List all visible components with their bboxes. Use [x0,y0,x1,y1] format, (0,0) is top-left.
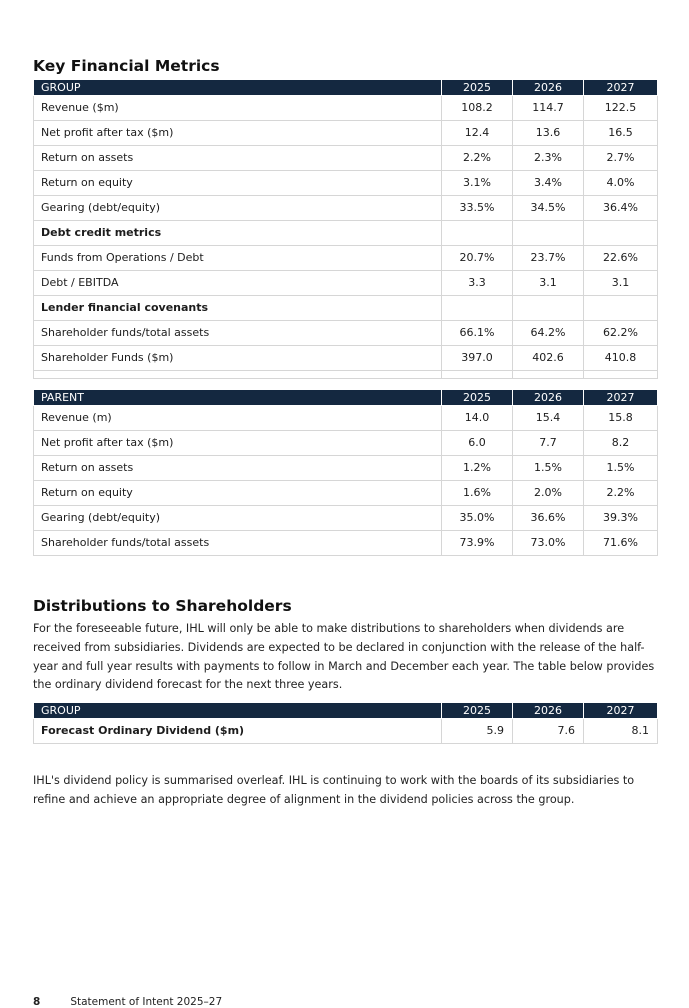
group-row-value [442,220,513,245]
parent-row-value: 73.0% [513,530,584,555]
group-row-label: Shareholder Funds ($m) [34,345,442,370]
dividend-header-label: GROUP [34,703,442,718]
group-row [34,95,658,120]
group-row-value: 410.8 [584,345,658,370]
group-row-value: 397.0 [442,345,513,370]
parent-header-year-2025: 2025 [442,390,513,405]
group-row-value: 3.3 [442,270,513,295]
parent-row-value: 14.0 [442,405,513,430]
dividend-forecast-table [33,703,658,744]
group-row-label: Lender financial covenants [34,295,442,320]
parent-row-label: Revenue (m) [34,405,442,430]
parent-row-label: Return on equity [34,480,442,505]
dividend-table-header-row [34,703,658,718]
parent-row-value: 73.9% [442,530,513,555]
group-row-value: 13.6 [513,120,584,145]
group-row-label: Gearing (debt/equity) [34,195,442,220]
parent-row [34,480,658,505]
group-row [34,320,658,345]
group-row-value: 108.2 [442,95,513,120]
group-row-value: 122.5 [584,95,658,120]
parent-header-label: PARENT [34,390,442,405]
parent-row-value: 15.8 [584,405,658,430]
parent-row [34,455,658,480]
group-row [34,145,658,170]
group-row-value: 22.6% [584,245,658,270]
dividend-value-2026: 7.6 [513,718,584,743]
group-row [34,345,658,370]
group-row [34,245,658,270]
parent-row-value: 1.2% [442,455,513,480]
group-row-value: 16.5 [584,120,658,145]
group-row-label: Revenue ($m) [34,95,442,120]
group-row [34,270,658,295]
parent-row-label: Net profit after tax ($m) [34,430,442,455]
parent-row-label: Gearing (debt/equity) [34,505,442,530]
group-row-value: 2.2% [442,145,513,170]
parent-row-value: 1.5% [513,455,584,480]
group-row-label: Net profit after tax ($m) [34,120,442,145]
group-row [34,195,658,220]
group-metrics-table [33,80,658,379]
group-row-value: 23.7% [513,245,584,270]
group-row [34,220,658,245]
group-row-value: 3.1 [584,270,658,295]
parent-row-value: 2.0% [513,480,584,505]
group-row-value [584,295,658,320]
page-footer [33,996,222,1008]
group-row [34,295,658,320]
group-row-value: 34.5% [513,195,584,220]
group-row-value [584,220,658,245]
parent-row-label: Shareholder funds/total assets [34,530,442,555]
group-row-value: 2.7% [584,145,658,170]
parent-header-year-2026: 2026 [513,390,584,405]
group-row [34,120,658,145]
dividend-header-year-2026: 2026 [513,703,584,718]
group-row-value [513,220,584,245]
group-spacer-cell [513,370,584,378]
dividend-header-year-2027: 2027 [584,703,658,718]
group-spacer-cell [34,370,442,378]
dividend-value-2025: 5.9 [442,718,513,743]
group-row-value: 114.7 [513,95,584,120]
group-row-value: 3.1 [513,270,584,295]
group-row-value: 33.5% [442,195,513,220]
group-row-value [442,295,513,320]
parent-row-value: 71.6% [584,530,658,555]
group-spacer-cell [442,370,513,378]
parent-row-value: 39.3% [584,505,658,530]
group-row-value: 12.4 [442,120,513,145]
group-row-value: 62.2% [584,320,658,345]
group-row-value: 4.0% [584,170,658,195]
parent-row-value: 1.5% [584,455,658,480]
group-row-label: Shareholder funds/total assets [34,320,442,345]
parent-row [34,405,658,430]
group-header-year-2025: 2025 [442,80,513,95]
group-spacer-cell [584,370,658,378]
key-financial-metrics-heading: Key Financial Metrics [33,57,220,75]
parent-row-value: 1.6% [442,480,513,505]
dividend-header-year-2025: 2025 [442,703,513,718]
parent-row-value: 2.2% [584,480,658,505]
group-header-year-2027: 2027 [584,80,658,95]
parent-table-header-row [34,390,658,405]
group-row-label: Return on equity [34,170,442,195]
dividend-row-label: Forecast Ordinary Dividend ($m) [34,718,442,743]
dividend-policy-paragraph: IHL's dividend policy is summarised overleaf. IHL is continuing to work with the boards of its subsidiaries to refine and achieve an appropriate degree of alignment in the dividend policies across the group. [33,774,635,806]
group-row-value: 3.4% [513,170,584,195]
parent-row-value: 35.0% [442,505,513,530]
group-row-label: Debt / EBITDA [34,270,442,295]
group-row-label: Debt credit metrics [34,220,442,245]
parent-row-value: 7.7 [513,430,584,455]
page-number: 8 [33,996,41,1008]
group-row [34,170,658,195]
dividend-value-2027: 8.1 [584,718,658,743]
parent-row [34,430,658,455]
parent-row-value: 36.6% [513,505,584,530]
parent-row-value: 15.4 [513,405,584,430]
group-spacer-row [34,370,658,378]
distributions-heading: Distributions to Shareholders [33,597,292,615]
group-row-value: 64.2% [513,320,584,345]
parent-row-value: 6.0 [442,430,513,455]
group-row-label: Funds from Operations / Debt [34,245,442,270]
group-row-label: Return on assets [34,145,442,170]
group-row-value: 66.1% [442,320,513,345]
group-header-year-2026: 2026 [513,80,584,95]
group-row-value [513,295,584,320]
group-row-value: 402.6 [513,345,584,370]
group-row-value: 20.7% [442,245,513,270]
parent-row-label: Return on assets [34,455,442,480]
group-table-header-row [34,80,658,95]
distributions-paragraph: For the foreseeable future, IHL will only be able to make distributions to shareholders when dividends are received from subsidiaries. Dividends are expected to be declared in conjunction with the release of the half-year and full year results with payments to follow in March and December each year. The table below provides the ordinary dividend forecast for the next three years. [33,622,655,692]
group-row-value: 3.1% [442,170,513,195]
group-row-value: 2.3% [513,145,584,170]
parent-row-value: 8.2 [584,430,658,455]
group-header-label: GROUP [34,80,442,95]
parent-row [34,530,658,555]
parent-metrics-table [33,390,658,556]
document-title: Statement of Intent 2025–27 [70,996,223,1008]
parent-header-year-2027: 2027 [584,390,658,405]
group-row-value: 36.4% [584,195,658,220]
dividend-row [34,718,658,743]
parent-row [34,505,658,530]
